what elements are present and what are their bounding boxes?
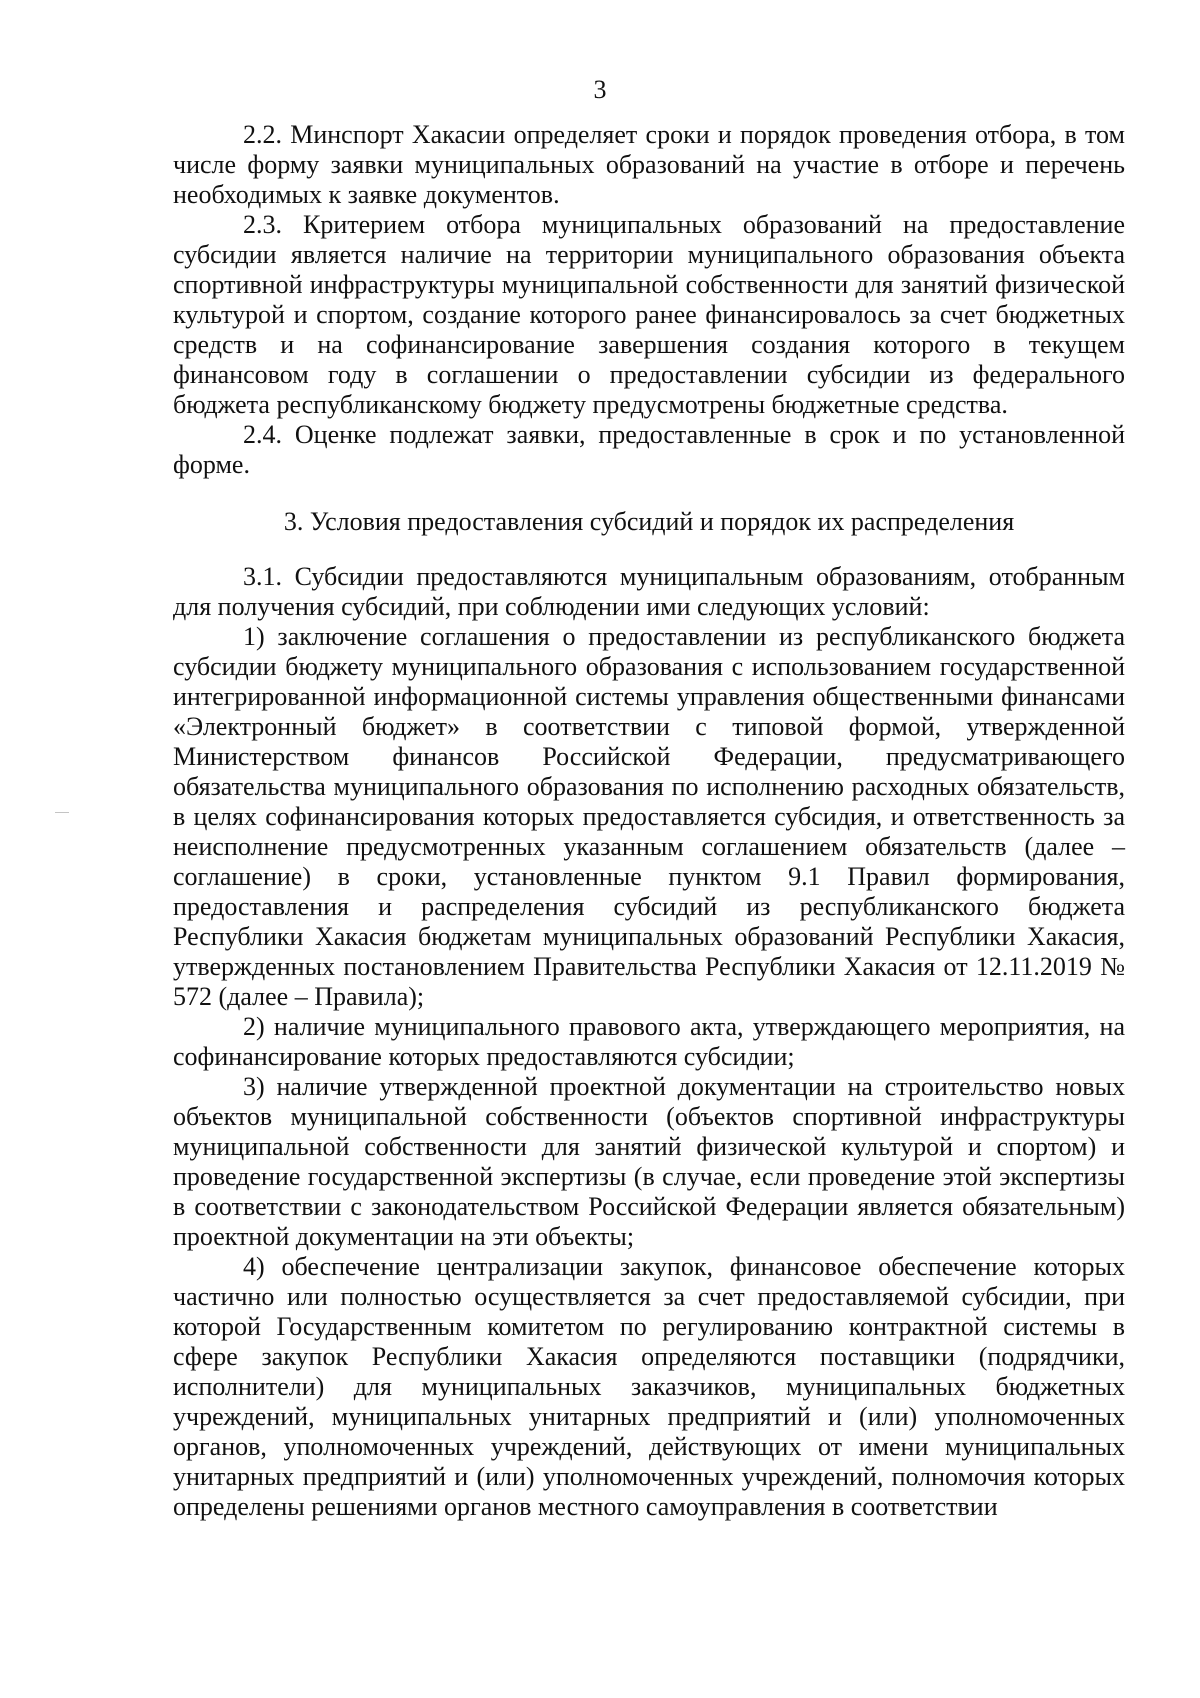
list-item-4: 4) обеспечение централизации закупок, финансовое обеспечение которых частично или полностью осуществляется за счет предоставляемой субсидии, при которой Государственным комитетом по регулированию контрактной системы в сфере закупок Республики Хакасия определяются поставщики (подрядчики, исполнители) для муниципальных заказчиков, муниципальных бюджетных учреждений, муниципальных унитарных предприятий и (или) уполномоченных органов, уполномоченных учреждений, действующих от имени муниципальных унитарных предприятий и (или) уполномоченных учреждений, полномочия которых определены решениями органов местного самоуправления в соответствии: [173, 1252, 1125, 1521]
document-body: [173, 120, 1125, 1522]
scan-mark: [55, 812, 69, 813]
page-number: 3: [593, 75, 607, 104]
paragraph-3-1: 3.1. Субсидии предоставляются муниципальным образованиям, отобранным для получения субсидий, при соблюдении ими следующих условий:: [173, 562, 1125, 621]
paragraph-2-4: 2.4. Оценке подлежат заявки, предоставленные в срок и по установленной форме.: [173, 420, 1125, 479]
paragraph-2-3: 2.3. Критерием отбора муниципальных образований на предоставление субсидии является наличие на территории муниципального образования объекта спортивной инфраструктуры муниципальной собственности для занятий физической культурой и спортом, создание которого ранее финансировалось за счет бюджетных средств и на софинансирование завершения создания которого в текущем финансовом году в соглашении о предоставлении субсидии из федерального бюджета республиканскому бюджету предусмотрены бюджетные средства.: [173, 210, 1125, 419]
list-item-3: 3) наличие утвержденной проектной документации на строительство новых объектов муниципальной собственности (объектов спортивной инфраструктуры муниципальной собственности для занятий физической культурой и спортом) и проведение государственной экспертизы (в случае, если проведение этой экспертизы в соответствии с законодательством Российской Федерации является обязательным) проектной документации на эти объекты;: [173, 1072, 1125, 1251]
list-item-2: 2) наличие муниципального правового акта, утверждающего мероприятия, на софинансирование которых предоставляются субсидии;: [173, 1012, 1125, 1071]
paragraph-2-2: 2.2. Минспорт Хакасии определяет сроки и порядок проведения отбора, в том числе форму заявки муниципальных образований на участие в отборе и перечень необходимых к заявке документов.: [173, 120, 1125, 209]
section-3-heading: 3. Условия предоставления субсидий и порядок их распределения: [283, 507, 1015, 536]
list-item-1: 1) заключение соглашения о предоставлении из республиканского бюджета субсидии бюджету муниципального образования с использованием государственной интегрированной информационной системы управления общественными финансами «Электронный бюджет» в соответствии с типовой формой, утвержденной Министерством финансов Российской Федерации, предусматривающего обязательства муниципального образования по исполнению расходных обязательств, в целях софинансирования которых предоставляется субсидия, и ответственность за неисполнение предусмотренных указанным соглашением обязательств (далее – соглашение) в сроки, установленные пунктом 9.1 Правил формирования, предоставления и распределения субсидий из республиканского бюджета Республики Хакасия бюджетам муниципальных образований Республики Хакасия, утвержденных постановлением Правительства Республики Хакасия от 12.11.2019 № 572 (далее – Правила);: [173, 622, 1125, 1011]
